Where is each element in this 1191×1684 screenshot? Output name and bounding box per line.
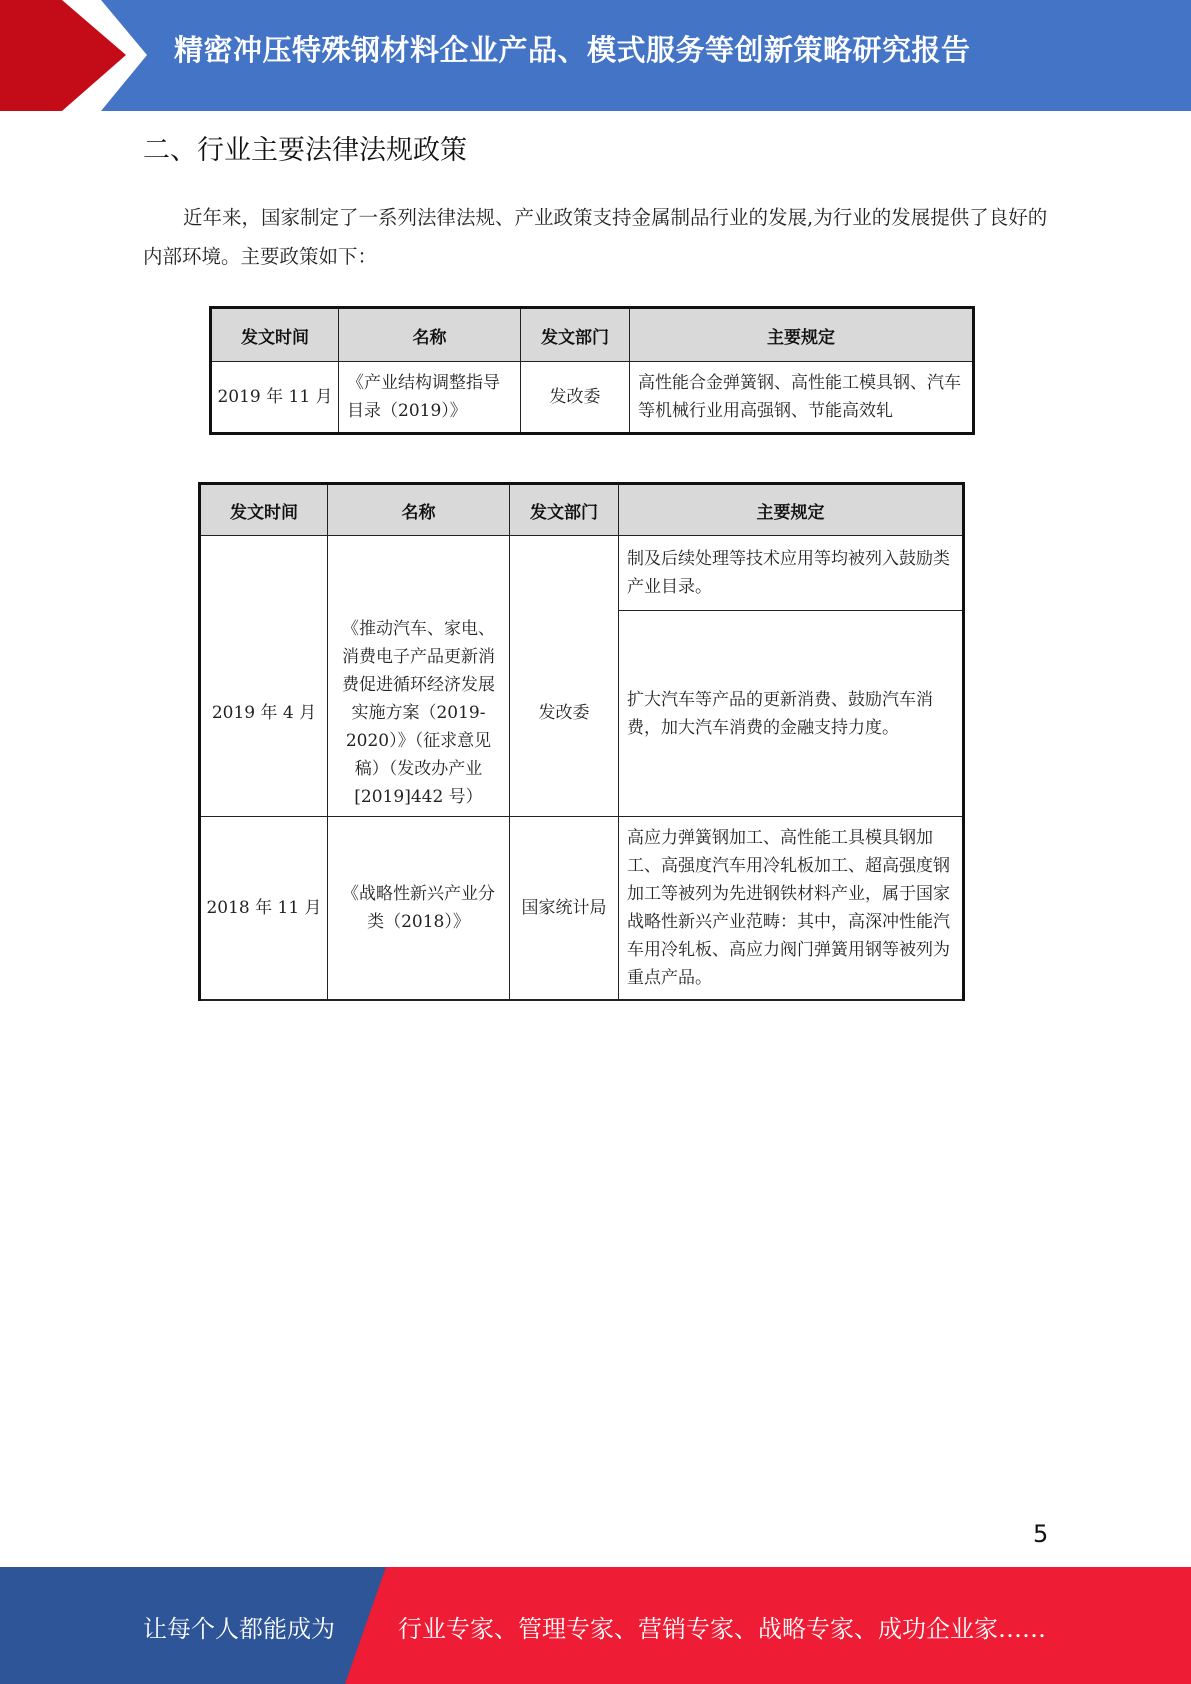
footer-band <box>0 1567 1191 1684</box>
table-header-row <box>211 308 974 362</box>
table-row <box>200 817 964 1001</box>
cell-dept-empty <box>510 536 619 611</box>
cell-name: 《产业结构调整指导目录（2019）》 <box>339 362 521 434</box>
policy-table-1 <box>209 306 975 435</box>
table-row-continuation <box>200 536 964 611</box>
report-header-band <box>0 0 1191 111</box>
cell-name: 《推动汽车、家电、消费电子产品更新消费促进循环经济发展实施方案（2019-2020）》（征求意见稿）（发改办产业[2019]442 号） <box>328 611 510 817</box>
policy-table-2 <box>198 482 965 1001</box>
cell-date: 2019 年 11 月 <box>211 362 339 434</box>
table-row <box>211 362 974 434</box>
cell-date: 2018 年 11 月 <box>200 817 328 1001</box>
cell-dept: 发改委 <box>521 362 630 434</box>
red-arrow-shape <box>0 0 147 111</box>
cell-name-empty <box>328 536 510 611</box>
section-heading: 二、行业主要法律法规政策 <box>143 135 467 166</box>
header-content: 主要规定 <box>630 308 974 362</box>
cell-content: 高应力弹簧钢加工、高性能工具模具钢加工、高强度汽车用冷轧板加工、超高强度钢加工等被列为先进钢铁材料产业，属于国家战略性新兴产业范畴：其中，高深冲性能汽车用冷轧板、高应力阀门弹簧用钢等被列为重点产品。 <box>619 817 964 1001</box>
header-name: 名称 <box>328 484 510 536</box>
intro-paragraph: 近年来，国家制定了一系列法律法规、产业政策支持金属制品行业的发展,为行业的发展提供了良好的内部环境。主要政策如下： <box>143 206 1048 268</box>
footer-slogan-right: 行业专家、管理专家、营销专家、战略专家、成功企业家…… <box>398 1615 1046 1643</box>
cell-content: 高性能合金弹簧钢、高性能工模具钢、汽车等机械行业用高强钢、节能高效轧 <box>630 362 974 434</box>
cell-date-empty <box>200 536 328 611</box>
cell-name: 《战略性新兴产业分类（2018）》 <box>328 817 510 1001</box>
cell-dept: 国家统计局 <box>510 817 619 1001</box>
cell-date: 2019 年 4 月 <box>200 611 328 817</box>
header-date: 发文时间 <box>211 308 339 362</box>
header-dept: 发文部门 <box>510 484 619 536</box>
page-number: 5 <box>1033 1520 1049 1548</box>
footer-slogan-left: 让每个人都能成为 <box>143 1615 335 1643</box>
cell-dept: 发改委 <box>510 611 619 817</box>
cell-content: 扩大汽车等产品的更新消费、鼓励汽车消费，加大汽车消费的金融支持力度。 <box>619 611 964 817</box>
table-header-row <box>200 484 964 536</box>
table-row <box>200 611 964 817</box>
header-content: 主要规定 <box>619 484 964 536</box>
cell-content-continuation: 制及后续处理等技术应用等均被列入鼓励类产业目录。 <box>619 536 964 611</box>
report-title: 精密冲压特殊钢材料企业产品、模式服务等创新策略研究报告 <box>174 33 971 67</box>
header-name: 名称 <box>339 308 521 362</box>
header-dept: 发文部门 <box>521 308 630 362</box>
header-date: 发文时间 <box>200 484 328 536</box>
